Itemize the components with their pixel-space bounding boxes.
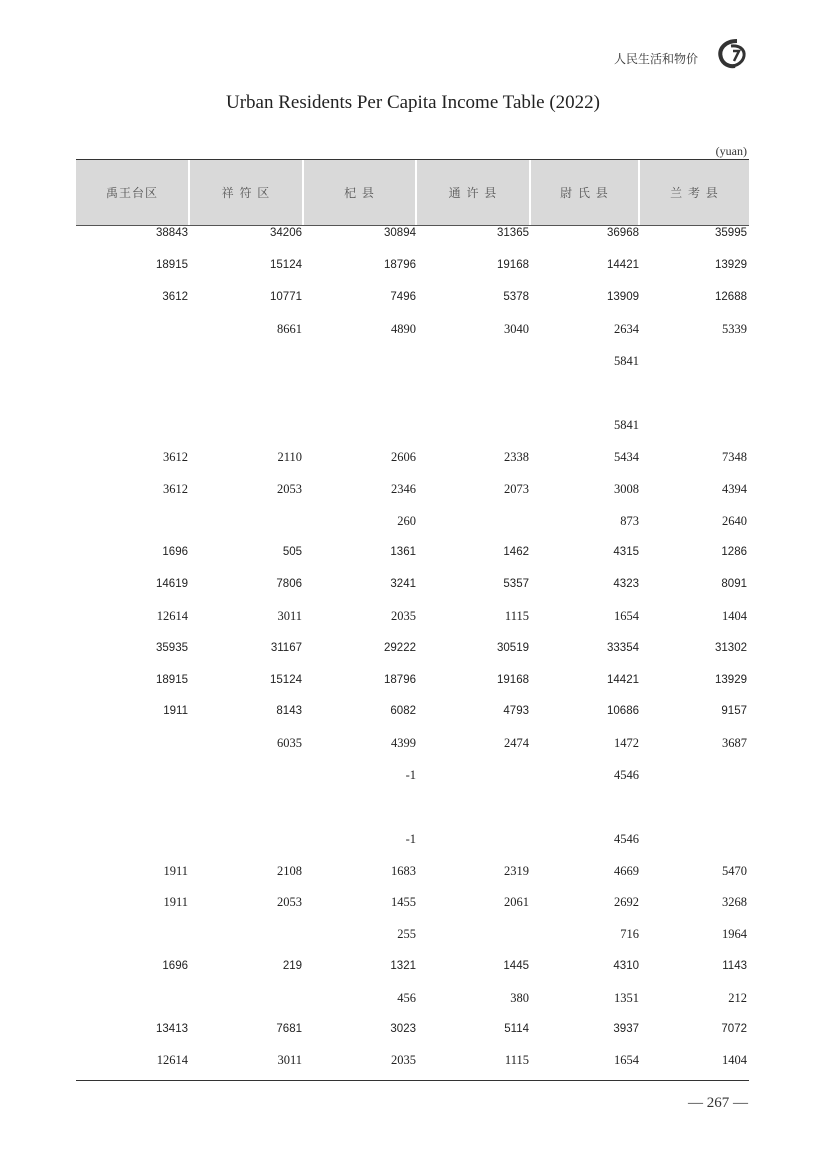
page-number: — 267 — [688,1095,748,1111]
table-cell: 2346 [391,482,416,496]
column-header: 通 许 县 [417,160,531,225]
table-cell: 3268 [722,895,747,909]
table-cell: 19168 [497,259,529,271]
income-table [76,159,749,1067]
table-cell: 31302 [715,642,747,654]
table-row [76,956,749,976]
table-cell: 4546 [614,832,639,846]
table-row [76,829,749,849]
table-cell: 2319 [504,864,529,878]
table-cell: 456 [397,991,416,1005]
table-cell: 31365 [497,227,529,239]
table-cell: 10771 [270,291,302,303]
table-cell: 1696 [162,960,188,972]
table-cell: 3612 [163,482,188,496]
table-row [76,1050,749,1070]
table-cell: 6082 [390,705,416,717]
table-row [76,319,749,339]
table-row [76,287,749,307]
publication-logo-icon [715,37,751,71]
table-cell: 7806 [276,578,302,590]
table-cell: 13413 [156,1023,188,1035]
table-cell: 4394 [722,482,747,496]
table-cell: 2338 [504,450,529,464]
table-cell: 12614 [156,609,188,623]
table-cell: 14619 [156,578,188,590]
table-cell: 35935 [156,642,188,654]
table-row [76,733,749,753]
table-cell: 1143 [722,960,747,972]
table-cell: 1445 [503,960,529,972]
table-cell: 13929 [715,674,747,686]
table-cell: 1964 [722,927,747,941]
table-cell: 2110 [277,450,302,464]
table-cell: 3937 [613,1023,639,1035]
table-cell: 3011 [277,1053,302,1067]
table-cell: 35995 [715,227,747,239]
table-row [76,701,749,721]
table-cell: 29222 [384,642,416,654]
table-cell: 8143 [276,705,302,717]
table-cell: 2061 [504,895,529,909]
table-cell: 4310 [613,960,639,972]
table-cell: -1 [405,832,416,846]
table-cell: 1404 [722,1053,747,1067]
table-cell: 2634 [614,322,639,336]
table-cell: 2474 [504,736,529,750]
table-cell: 3612 [163,450,188,464]
table-cell: 12688 [715,291,747,303]
table-cell: 2640 [722,514,747,528]
table-cell: 212 [728,991,747,1005]
page-title: Urban Residents Per Capita Income Table (2022) [226,92,600,113]
table-cell: 7681 [276,1023,302,1035]
table-cell: 3612 [162,291,188,303]
table-row [76,1019,749,1039]
table-cell: 1321 [390,960,416,972]
table-cell: 5841 [614,354,639,368]
table-row [76,574,749,594]
table-cell: 3040 [504,322,529,336]
table-cell: 1115 [504,609,529,623]
table-cell: 8661 [277,322,302,336]
table-cell: 3241 [390,578,416,590]
table-cell: 3008 [614,482,639,496]
table-cell: 5841 [614,418,639,432]
table-cell: 3023 [390,1023,416,1035]
table-cell: 15124 [270,259,302,271]
table-bottom-rule [76,1080,749,1081]
column-header: 杞 县 [304,160,417,225]
table-cell: 2606 [391,450,416,464]
table-cell: 2035 [391,1053,416,1067]
table-cell: 1911 [163,705,188,717]
table-cell: 4399 [391,736,416,750]
table-cell: 1455 [391,895,416,909]
table-cell: 1911 [163,864,188,878]
table-row [76,351,749,371]
table-cell: 2053 [277,895,302,909]
table-cell: 33354 [607,642,639,654]
table-cell: 5357 [503,578,529,590]
column-header: 尉 氏 县 [531,160,640,225]
table-cell: 1654 [614,1053,639,1067]
table-cell: 1462 [503,546,529,558]
table-cell: 4793 [503,705,529,717]
table-row [76,479,749,499]
table-cell: 3687 [722,736,747,750]
table-cell: 7072 [721,1023,747,1035]
table-row [76,447,749,467]
table-cell: 1286 [721,546,747,558]
table-cell: 380 [510,991,529,1005]
running-header: 人民生活和物价 [614,52,699,66]
table-cell: 5434 [614,450,639,464]
table-cell: 5114 [504,1023,529,1035]
table-cell: 1696 [162,546,188,558]
table-row [76,223,749,243]
table-row [76,638,749,658]
table-row [76,415,749,435]
table-row [76,765,749,785]
table-cell: 4323 [613,578,639,590]
table-row [76,924,749,944]
table-cell: 31167 [270,642,302,654]
table-cell: 1361 [390,546,416,558]
table-cell: 8091 [721,578,747,590]
table-cell: 38843 [156,227,188,239]
table-cell: 716 [620,927,639,941]
table-cell: 7348 [722,450,747,464]
column-header: 兰 考 县 [670,186,719,200]
table-cell: 4669 [614,864,639,878]
table-cell: 19168 [497,674,529,686]
table-cell: 1115 [504,1053,529,1067]
table-cell: 3011 [277,609,302,623]
table-cell: 1683 [391,864,416,878]
table-cell: 255 [397,927,416,941]
table-cell: 30894 [384,227,416,239]
table-row [76,511,749,531]
table-cell: 14421 [607,259,639,271]
table-row [76,988,749,1008]
table-cell: -1 [405,768,416,782]
table-cell: 505 [282,546,302,558]
table-row [76,255,749,275]
table-cell: 36968 [607,227,639,239]
table-header [76,160,749,226]
table-cell: 18915 [156,259,188,271]
table-cell: 18796 [384,259,416,271]
table-cell: 2035 [391,609,416,623]
table-cell: 14421 [607,674,639,686]
table-cell: 873 [620,514,639,528]
table-cell: 18915 [156,674,188,686]
table-cell: 15124 [270,674,302,686]
column-header: 禹王台区 [76,160,190,225]
table-cell: 2073 [504,482,529,496]
table-cell: 219 [282,960,302,972]
table-cell: 1404 [722,609,747,623]
table-row [76,670,749,690]
table-cell: 260 [397,514,416,528]
table-cell: 1654 [614,609,639,623]
table-cell: 1911 [163,895,188,909]
table-row [76,861,749,881]
table-cell: 5339 [722,322,747,336]
table-cell: 13929 [715,259,747,271]
table-cell: 13909 [607,291,639,303]
table-cell: 6035 [277,736,302,750]
table-cell: 30519 [497,642,529,654]
table-row [76,606,749,626]
unit-label: (yuan) [715,144,747,158]
table-row [76,542,749,562]
table-cell: 18796 [384,674,416,686]
table-cell: 2692 [614,895,639,909]
table-cell: 2053 [277,482,302,496]
column-header: 祥 符 区 [190,160,304,225]
table-row [76,892,749,912]
table-cell: 10686 [607,705,639,717]
table-cell: 1351 [614,991,639,1005]
table-cell: 2108 [277,864,302,878]
table-cell: 34206 [270,227,302,239]
table-cell: 5470 [722,864,747,878]
table-cell: 9157 [721,705,747,717]
table-cell: 7496 [390,291,416,303]
table-cell: 12614 [156,1053,188,1067]
table-cell: 4890 [391,322,416,336]
table-cell: 1472 [614,736,639,750]
table-cell: 4546 [614,768,639,782]
table-cell: 5378 [503,291,529,303]
table-cell: 4315 [613,546,639,558]
